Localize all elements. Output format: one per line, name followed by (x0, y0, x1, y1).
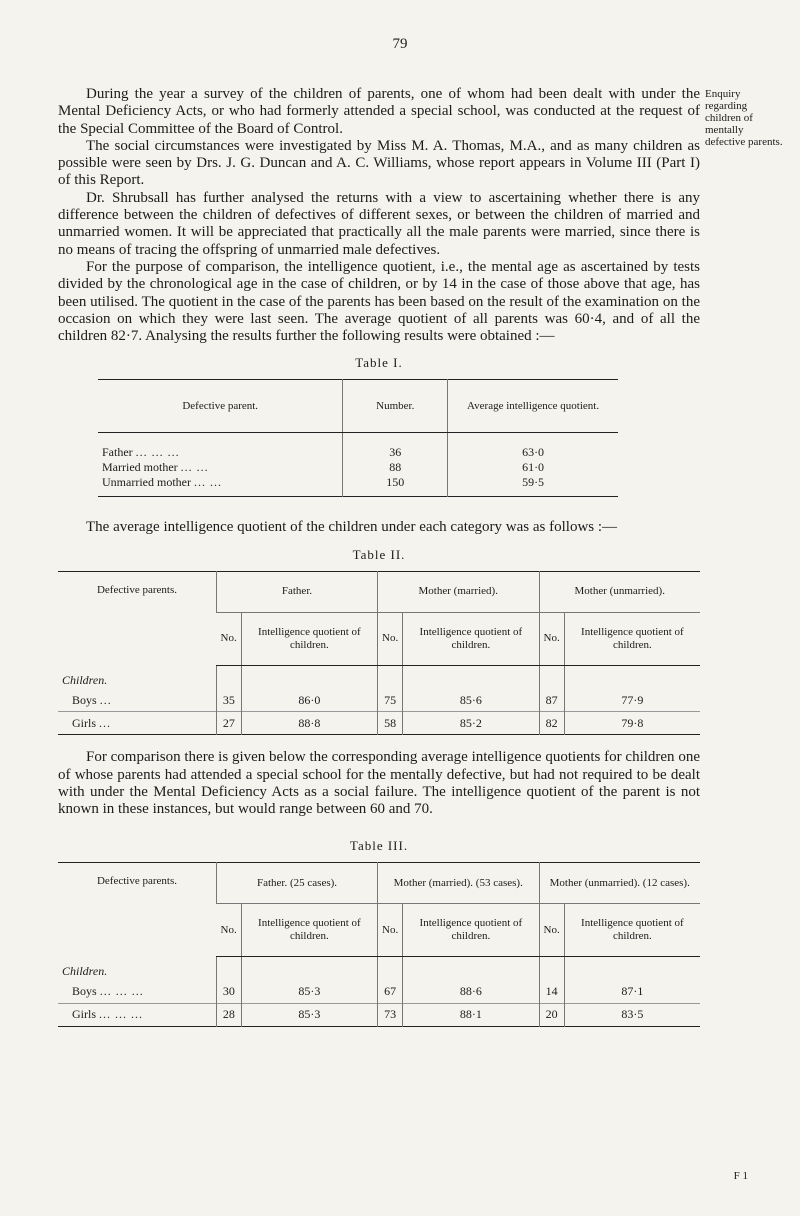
cell: 86·0 (241, 689, 377, 712)
cell: 83·5 (564, 1003, 700, 1026)
table-1-header: Number. (343, 380, 448, 433)
sub-header: No. (217, 904, 242, 957)
cell: 88·8 (241, 712, 377, 735)
cell: 20 (539, 1003, 564, 1026)
table-3-corner: Defective parents. (96, 875, 177, 888)
table-3-title: Table III. (349, 838, 409, 854)
sub-header: Intelligence quotient of children. (564, 612, 700, 665)
table-1-title: Table I. (355, 355, 403, 371)
sub-header: No. (539, 612, 564, 665)
paragraph: The average intelligence quotient of the children under each category was as follows :— (86, 519, 618, 536)
cell: 87·1 (564, 981, 700, 1004)
paragraph: For comparison there is given below the corresponding average intelligence quotients for children one of whose parents had attended a special school for the mentally defective, but had not required to be dealt with under the Mental Deficiency Acts as a social failure. The intelligence quotient of the parent is not known in these instances, but would range between 60 and 70. (58, 749, 700, 818)
cell: 36 (343, 433, 448, 461)
cell: 85·6 (403, 689, 539, 712)
table-row (58, 981, 700, 1004)
group-header: Mother (married). (378, 571, 540, 612)
cell: 85·3 (241, 981, 377, 1004)
sub-header: No. (217, 612, 242, 665)
table-3 (58, 862, 700, 1027)
table-row (58, 712, 700, 735)
table-2 (58, 571, 700, 736)
paragraph: For the purpose of comparison, the intelligence quotient, i.e., the mental age as ascertained by tests divided by the chronological age in the case of children, or by 14 in the case of those above that age, has been utilised. The quotient in the case of the parents has been based on the result of the examination on the occasion on which they were last seen. The average quotient of all parents was 60·4, and of all the children 82·7. Analysing the results further the following results were obtained :— (58, 258, 700, 345)
sub-header: Intelligence quotient of children. (241, 904, 377, 957)
row-label: Girls ... ... ... (58, 1003, 217, 1026)
cell: 75 (378, 689, 403, 712)
cell: 88 (343, 460, 448, 475)
table-row (98, 460, 618, 475)
page-number: 79 (392, 36, 408, 52)
document-body (58, 86, 700, 1027)
cell: 88·6 (403, 981, 539, 1004)
cell: 73 (378, 1003, 403, 1026)
table-row (58, 689, 700, 712)
cell: 77·9 (564, 689, 700, 712)
cell: 59·5 (448, 475, 618, 497)
row-label: Girls ... (58, 712, 217, 735)
cell: 87 (539, 689, 564, 712)
cell: 85·3 (241, 1003, 377, 1026)
table-row (98, 475, 618, 497)
cell: 28 (217, 1003, 242, 1026)
cell: 27 (217, 712, 242, 735)
table-1 (98, 379, 618, 497)
sub-header: Intelligence quotient of children. (403, 904, 539, 957)
cell: 30 (217, 981, 242, 1004)
row-label: Married mother ... ... (102, 460, 209, 475)
cell: 79·8 (564, 712, 700, 735)
cell: 61·0 (448, 460, 618, 475)
paragraph: The social circumstances were investigated by Miss M. A. Thomas, M.A., and as many children as possible were seen by Drs. J. G. Duncan and A. C. Williams, whose report appears in Volume III (Part I) of this Report. (58, 137, 700, 189)
cell: 85·2 (403, 712, 539, 735)
table-row (58, 1003, 700, 1026)
cell: 67 (378, 981, 403, 1004)
signature-mark: F 1 (733, 1170, 748, 1182)
sub-header: No. (378, 612, 403, 665)
table-1-header: Average intelligence quotient. (448, 380, 618, 433)
sub-header: No. (378, 904, 403, 957)
category-label: Children. (62, 672, 108, 687)
row-label: Boys ... (72, 692, 112, 707)
sub-header: Intelligence quotient of children. (564, 904, 700, 957)
cell: 14 (539, 981, 564, 1004)
sub-header: Intelligence quotient of children. (403, 612, 539, 665)
cell: 58 (378, 712, 403, 735)
table-2-title: Table II. (352, 546, 406, 562)
table-row (98, 433, 618, 461)
cell: 150 (343, 475, 448, 497)
paragraph: Dr. Shrubsall has further analysed the returns with a view to ascertaining whether there is any difference between the children of defectives of different sexes, or between the children of married and unmarried women. It will be appreciated that practically all the male parents were married, since there is no means of tracing the offspring of unmarried male defectives. (58, 189, 700, 258)
margin-note: Enquiry regarding children of mentally defective parents. (705, 88, 783, 148)
cell: 35 (217, 689, 242, 712)
group-header: Mother (unmarried). (539, 571, 700, 612)
paragraph: During the year a survey of the children of parents, one of whom had been dealt with under the Mental Deficiency Acts, or who had formerly attended a special school, was conducted at the request of the Special Committee of the Board of Control. (58, 86, 700, 137)
sub-header: Intelligence quotient of children. (241, 612, 377, 665)
group-header: Father. (217, 571, 378, 612)
row-label: Father ... ... ... (102, 445, 180, 460)
group-header: Mother (unmarried). (12 cases). (539, 863, 700, 904)
cell: 63·0 (448, 433, 618, 461)
table-2-corner: Defective parents. (96, 583, 177, 596)
category-label: Children. (62, 964, 108, 979)
group-header: Mother (married). (53 cases). (378, 863, 540, 904)
sub-header: No. (539, 904, 564, 957)
table-1-header: Defective parent. (98, 380, 343, 433)
cell: 82 (539, 712, 564, 735)
cell: 88·1 (403, 1003, 539, 1026)
group-header: Father. (25 cases). (217, 863, 378, 904)
row-label: Unmarried mother ... ... (102, 475, 222, 490)
row-label: Boys ... ... ... (72, 984, 144, 999)
